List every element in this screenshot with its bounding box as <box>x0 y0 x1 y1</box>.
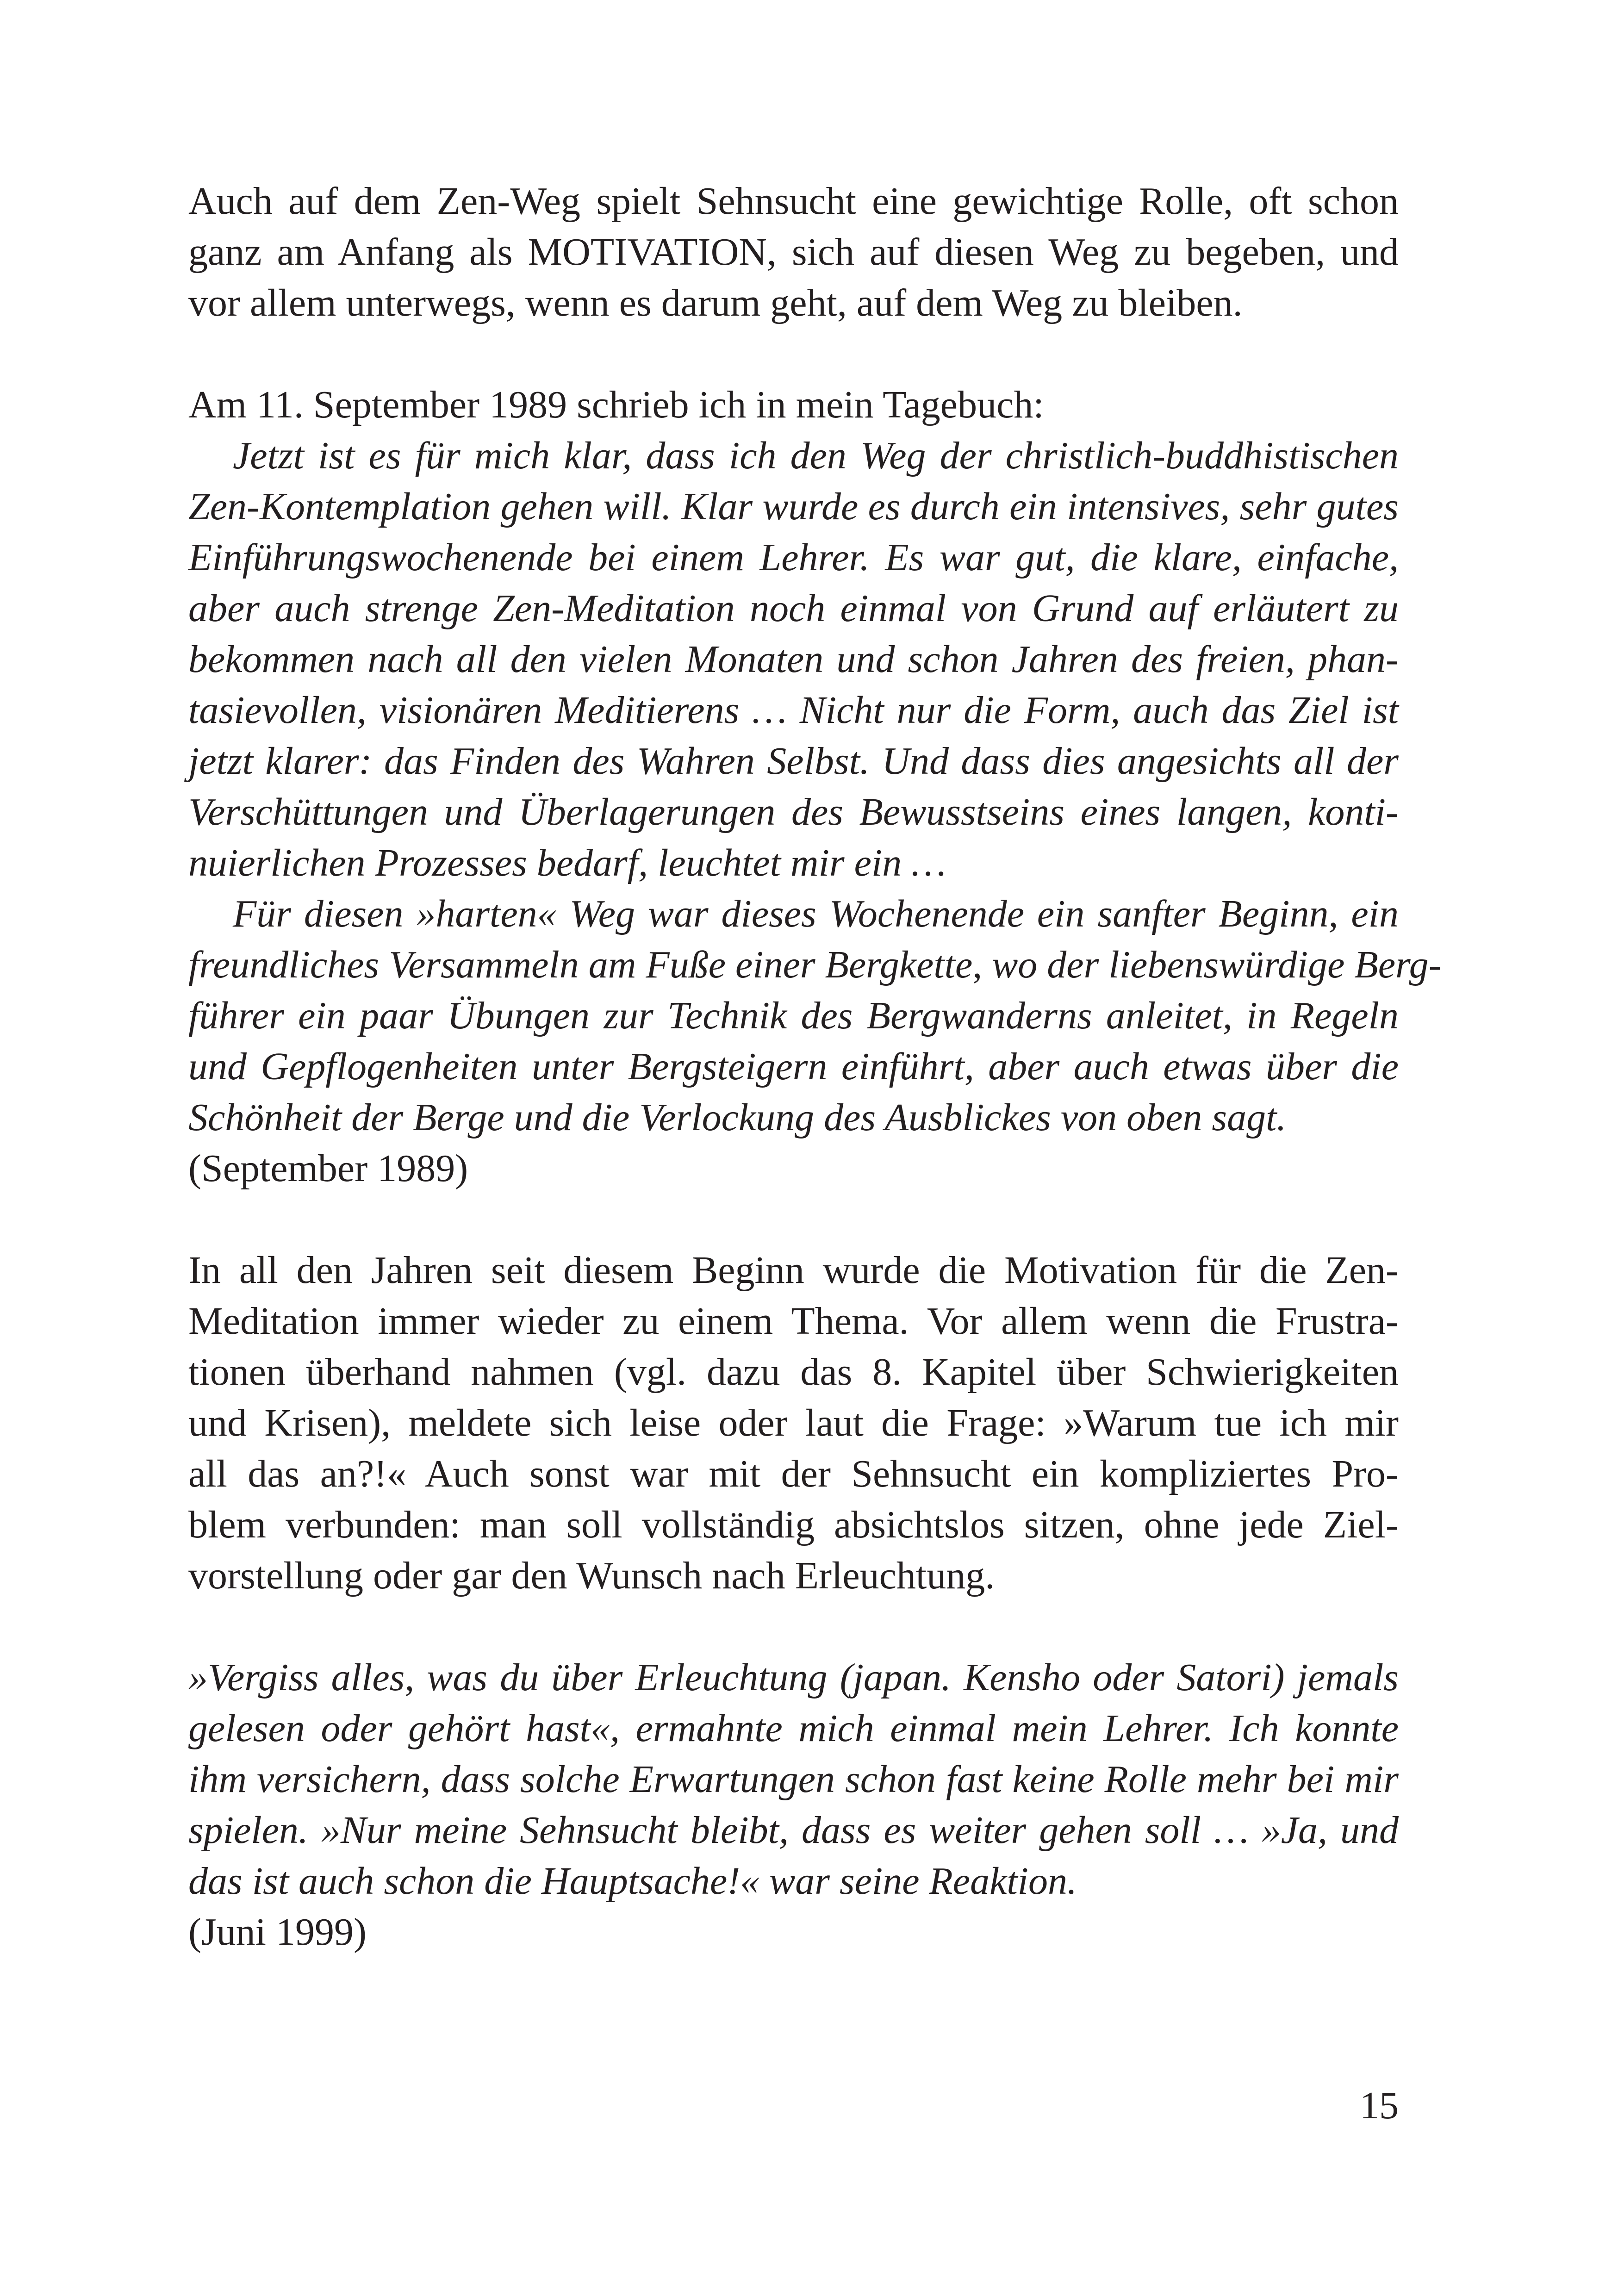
teacher-quote <box>188 1652 1399 1958</box>
text-line: vor allem unterwegs, wenn es darum geht, auf dem Weg zu bleiben. <box>188 281 1243 324</box>
page-number: 15 <box>1360 2084 1399 2127</box>
quote-line: »Vergiss alles, was du über Erleuchtung (japan. Kensho oder Satori) jemals <box>188 1656 1399 1699</box>
text-line: vorstellung oder gar den Wunsch nach Erleuchtung. <box>188 1554 995 1597</box>
quote-line: und Gepflogenheiten unter Bergsteigern einführt, aber auch etwas über die <box>188 1045 1399 1088</box>
paragraph-gap <box>188 1194 1399 1245</box>
quote-line: ihm versichern, dass solche Erwartungen schon fast keine Rolle mehr bei mir <box>188 1758 1399 1801</box>
text-line: In all den Jahren seit diesem Beginn wurde die Motivation für die Zen- <box>188 1249 1399 1292</box>
quote-line: tasievollen, visionären Meditierens … Nicht nur die Form, auch das Ziel ist <box>188 689 1399 732</box>
diary-quote-2 <box>188 889 1442 1143</box>
text-line: tionen überhand nahmen (vgl. dazu das 8. Kapitel über Schwierigkeiten <box>188 1350 1399 1394</box>
text-line: blem verbunden: man soll vollständig absichtslos sitzen, ohne jede Ziel- <box>188 1503 1399 1546</box>
quote-line: Für diesen »harten« Weg war dieses Wochenende ein sanfter Beginn, ein <box>233 892 1399 935</box>
quote-line: Jetzt ist es für mich klar, dass ich den Weg der christlich-buddhistischen <box>233 434 1399 477</box>
quote-line: gelesen oder gehört hast«, ermahnte mich einmal mein Lehrer. Ich konnte <box>188 1707 1399 1750</box>
diary-entry <box>188 380 1442 1194</box>
quote-line: Verschüttungen und Überlagerungen des Bewusstseins eines langen, konti- <box>188 790 1399 834</box>
quote-line: Zen-Kontemplation gehen will. Klar wurde es durch ein intensives, sehr gutes <box>188 485 1399 528</box>
text-line: und Krisen), meldete sich leise oder laut die Frage: »Warum tue ich mir <box>188 1401 1399 1444</box>
text-line: Meditation immer wieder zu einem Thema. Vor allem wenn die Frustra- <box>188 1300 1399 1343</box>
diary-quote-1 <box>188 430 1399 889</box>
quote-line: Einführungswochenende bei einem Lehrer. Es war gut, die klare, einfache, <box>188 536 1399 579</box>
paragraph-gap <box>188 329 1399 380</box>
quote-line: spielen. »Nur meine Sehnsucht bleibt, dass es weiter gehen soll … »Ja, und <box>188 1809 1399 1852</box>
quote-line: führer ein paar Übungen zur Technik des Bergwanderns anleitet, in Regeln <box>188 994 1399 1037</box>
page-body <box>188 176 1442 1958</box>
paragraph-intro <box>188 176 1399 329</box>
quote-line: aber auch strenge Zen-Meditation noch einmal von Grund auf erläutert zu <box>188 587 1399 630</box>
paragraph-motivation <box>188 1245 1399 1601</box>
quote-line: jetzt klarer: das Finden des Wahren Selbst. Und dass dies angesichts all der <box>188 740 1399 783</box>
paragraph-gap <box>188 1601 1399 1652</box>
text-line: all das an?!« Auch sonst war mit der Sehnsucht ein kompliziertes Pro- <box>188 1452 1399 1495</box>
quote-line: das ist auch schon die Hauptsache!« war seine Reaktion. <box>188 1860 1077 1903</box>
diary-intro: Am 11. September 1989 schrieb ich in mein Tagebuch: <box>188 383 1044 426</box>
quote-line: Schönheit der Berge und die Verlockung des Ausblickes von oben sagt. <box>188 1096 1287 1139</box>
diary-date: (September 1989) <box>188 1147 468 1190</box>
text-line: Auch auf dem Zen-Weg spielt Sehnsucht eine gewichtige Rolle, oft schon <box>188 180 1399 223</box>
quote-line: bekommen nach all den vielen Monaten und schon Jahren des freien, phan- <box>188 638 1399 681</box>
quote-line: freundliches Versammeln am Fuße einer Bergkette, wo der liebenswürdige Berg- <box>188 943 1442 986</box>
quote-line: nuierlichen Prozesses bedarf, leuchtet mir ein … <box>188 841 946 884</box>
quote-date: (Juni 1999) <box>188 1910 367 1954</box>
text-line: ganz am Anfang als MOTIVATION, sich auf diesen Weg zu begeben, und <box>188 230 1399 274</box>
